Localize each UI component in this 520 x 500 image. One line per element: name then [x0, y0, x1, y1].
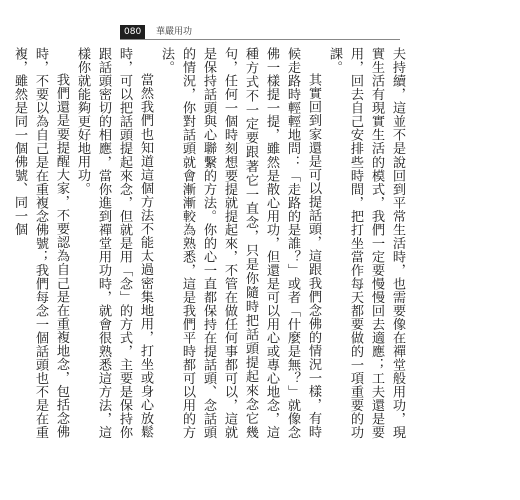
paragraph-4: 我們還是要提醒大家，不要認為自己是在重複地念，包括念佛時，不要以為自己是在重複念佛號；我們每念一個話頭也不是在重複，雖然是同一個佛號、同一個 — [12, 47, 69, 439]
running-title: 華嚴用功 — [156, 27, 193, 37]
page-header — [120, 25, 400, 39]
paragraph-2: 其實回到家還是可以提話頭，這跟我們念佛的情況一樣，有時候走路時輕輕地問：「走路的是誰？」或者「什麼是無？」就像念佛一樣提一提，雖然是散心用功，但還是可以用心或專心地念，這種方式不一定要跟著它一直念，只是你隨時把話頭提起來念它幾句，任何一個時刻想要提就提起來，不管在做任何事都可以，這就是保持話頭與心聯繫的方法。你的心一直都保持在提話頭、念話頭的情況，你對話頭就會漸漸較為熟悉，這是我們平時都可以用的方法。 — [159, 47, 321, 439]
header-rule — [120, 39, 400, 40]
paragraph-1: 夫持續，這並不是說回到平常生活時，也需要像在禪堂般用功，現實生活有現實生活的模式，我們一定要慢慢回去適應；工夫還是要用，回去自己安排些時間，把打坐當作每天都要做的一項重要的功課。 — [327, 47, 405, 439]
body-text — [12, 47, 408, 439]
page-number: 080 — [120, 25, 145, 39]
paragraph-3: 當然我們也知道這個方法不能太過密集地用，打坐或身心放鬆時，可以把話頭提起來念，但就是用「念」的方式，主要是保持你跟話頭密切的相應，當你進到禪堂用功時，就會很熟悉這方法，這樣你就能夠更好地用功。 — [75, 47, 153, 439]
